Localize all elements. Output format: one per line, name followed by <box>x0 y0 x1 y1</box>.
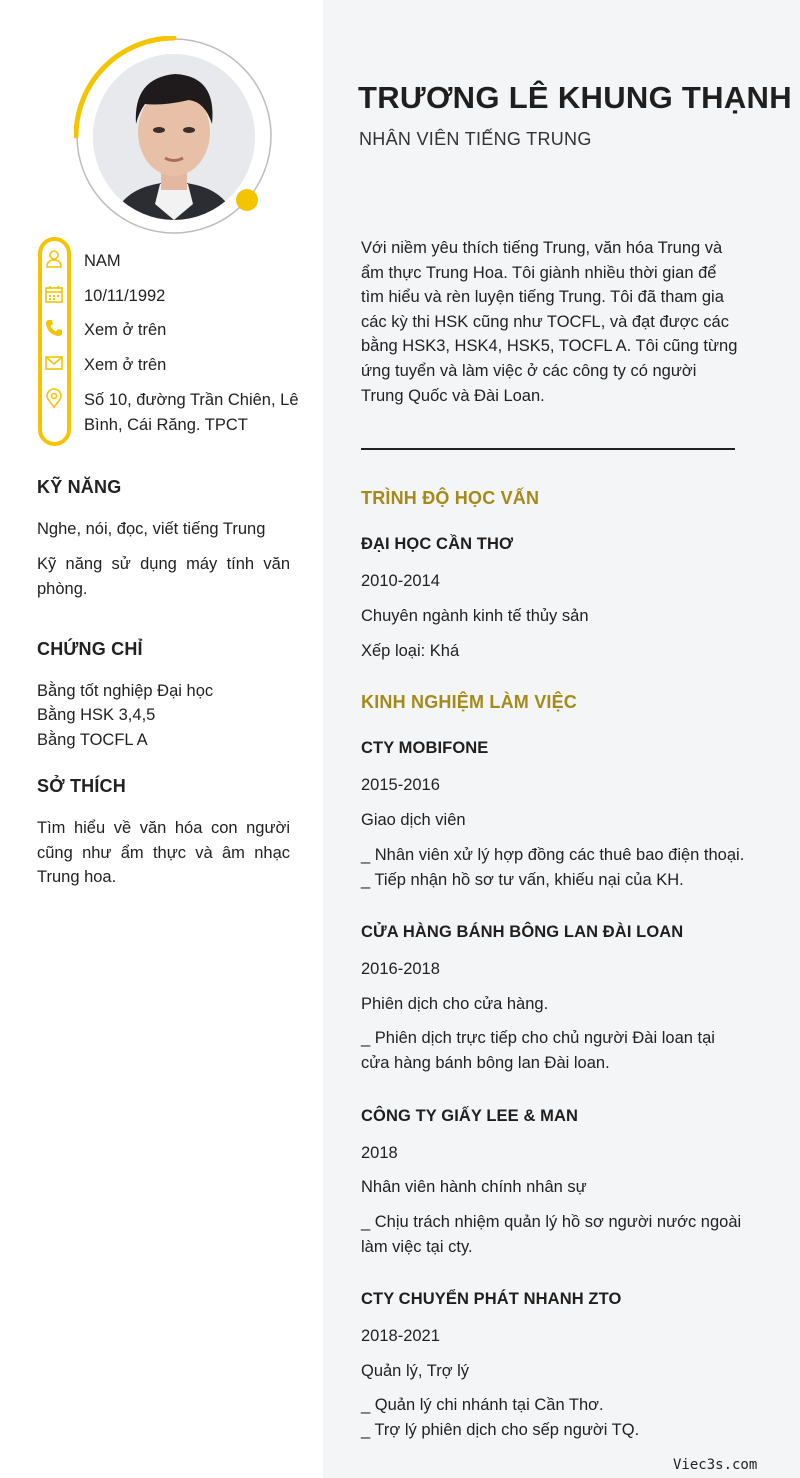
phone-icon <box>44 318 64 338</box>
phone-value: Xem ở trên <box>84 321 167 339</box>
job-role: Giao dịch viên <box>361 811 466 829</box>
location-pin-icon <box>44 388 64 408</box>
education-grade: Xếp loại: Khá <box>361 642 460 660</box>
avatar <box>93 54 255 220</box>
job-company: CÔNG TY GIẤY LEE & MAN <box>361 1107 579 1125</box>
divider <box>361 448 735 450</box>
job-role: Quản lý, Trợ lý <box>361 1362 470 1380</box>
education-major: Chuyên ngành kinh tế thủy sản <box>361 607 589 625</box>
school-name: ĐẠI HỌC CẦN THƠ <box>361 535 514 553</box>
certificates-heading: CHỨNG CHỈ <box>37 639 143 659</box>
job-details: _ Phiên dịch trực tiếp cho chủ người Đài loan tại cửa hàng bánh bông lan Đài loan. <box>361 1029 715 1072</box>
skill-item: Kỹ năng sử dụng máy tính văn phòng. <box>37 555 290 598</box>
job-title: NHÂN VIÊN TIẾNG TRUNG <box>359 129 592 149</box>
skills-heading: KỸ NĂNG <box>37 477 122 497</box>
job-period: 2016-2018 <box>361 960 440 978</box>
mail-icon <box>44 353 64 373</box>
job-role: Nhân viên hành chính nhân sự <box>361 1178 587 1196</box>
avatar-frame <box>74 36 274 236</box>
education-period: 2010-2014 <box>361 572 440 590</box>
user-icon <box>44 249 64 269</box>
job-company: CỬA HÀNG BÁNH BÔNG LAN ĐÀI LOAN <box>361 923 684 941</box>
birthday-value: 10/11/1992 <box>84 287 166 305</box>
skill-item: Nghe, nói, đọc, viết tiếng Trung <box>37 520 266 538</box>
certificate-item: Bằng tốt nghiệp Đại học <box>37 682 214 700</box>
hobbies-text: Tìm hiểu về văn hóa con người cũng như ẩm thực và âm nhạc Trung hoa. <box>37 819 290 886</box>
experience-heading: KINH NGHIỆM LÀM VIỆC <box>361 692 578 712</box>
certificate-item: Bằng TOCFL A <box>37 731 148 749</box>
gender-value: NAM <box>84 252 121 270</box>
certificate-item: Bằng HSK 3,4,5 <box>37 706 156 724</box>
calendar-icon <box>44 284 64 304</box>
job-company: CTY CHUYỂN PHÁT NHANH ZTO <box>361 1290 622 1308</box>
job-company: CTY MOBIFONE <box>361 739 489 757</box>
job-period: 2015-2016 <box>361 776 440 794</box>
education-heading: TRÌNH ĐỘ HỌC VẤN <box>361 488 540 508</box>
job-role: Phiên dịch cho cửa hàng. <box>361 995 549 1013</box>
job-details: _ Quản lý chi nhánh tại Cần Thơ. _ Trợ lý phiên dịch cho sếp người TQ. <box>361 1396 640 1439</box>
summary-text: Với niềm yêu thích tiếng Trung, văn hóa Trung và ẩm thực Trung Hoa. Tôi giành nhiều thời gian để tìm hiểu và rèn luyện tiếng Trung. Tôi đã tham gia các kỳ thi HSK cũng như TOCFL, và đạt được các bằng HSK3, HSK4, HSK5, TOCFL A. Tôi cũng từng ứng tuyển và làm việc ở các công ty có người Trung Quốc và Đài Loan. <box>361 239 738 405</box>
email-value: Xem ở trên <box>84 356 167 374</box>
candidate-name: TRƯƠNG LÊ KHUNG THẠNH <box>358 80 792 115</box>
job-period: 2018-2021 <box>361 1327 440 1345</box>
watermark: Viec3s.com <box>673 1457 758 1473</box>
job-details: _ Nhân viên xử lý hợp đồng các thuê bao điện thoại. _ Tiếp nhận hồ sơ tư vấn, khiếu nại của KH. <box>361 846 745 889</box>
hobbies-heading: SỞ THÍCH <box>37 776 126 796</box>
job-period: 2018 <box>361 1144 398 1162</box>
job-details: _ Chịu trách nhiệm quản lý hồ sơ người nước ngoài làm việc tại cty. <box>361 1213 742 1256</box>
address-value: Số 10, đường Trần Chiên, Lê Bình, Cái Răng. TPCT <box>84 391 299 434</box>
